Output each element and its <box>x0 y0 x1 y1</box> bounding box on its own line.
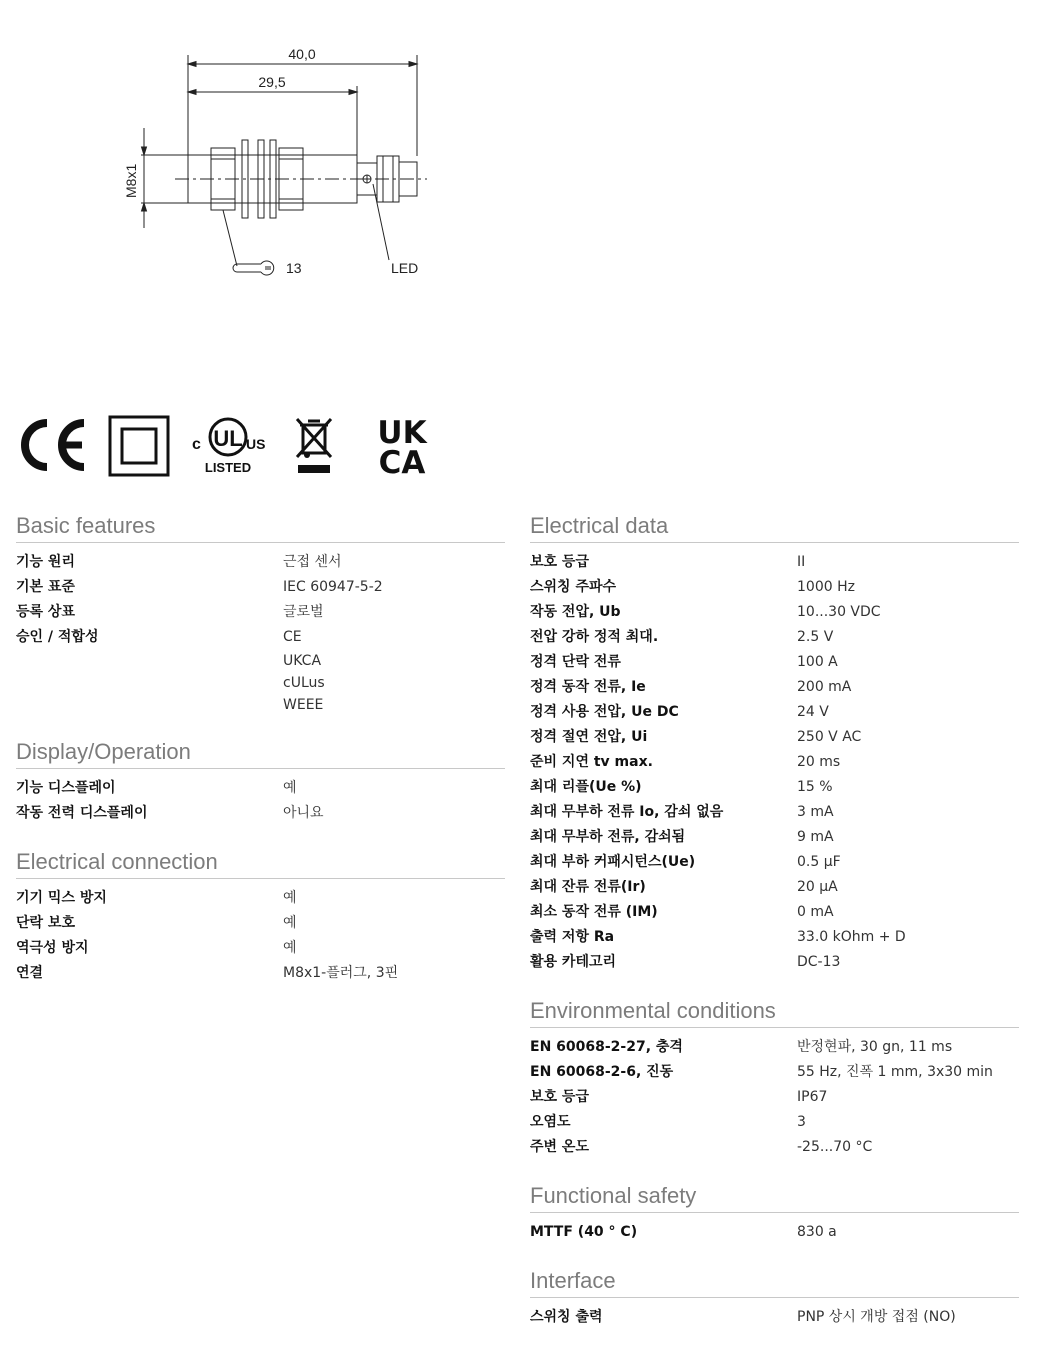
spec-value-line: 0 mA <box>797 904 834 920</box>
spec-value <box>283 550 342 575</box>
svg-text:US: US <box>246 436 266 452</box>
spec-value <box>797 1220 837 1245</box>
svg-text:LISTED: LISTED <box>204 460 252 475</box>
section-basic-features <box>16 512 505 716</box>
spec-value <box>797 625 833 650</box>
spec-value-line: 10...30 VDC <box>797 604 881 620</box>
spec-value <box>797 700 829 725</box>
section-title: Environmental conditions <box>530 997 1019 1028</box>
spec-value <box>283 911 297 936</box>
spec-label: 최대 무부하 전류, 감쇠됨 <box>530 829 686 845</box>
spec-row <box>530 875 1019 900</box>
spec-label: 정격 절연 전압, Ui <box>530 729 648 745</box>
spec-label: 기기 믹스 방지 <box>16 890 107 906</box>
spec-value <box>797 875 838 900</box>
spec-value-line: PNP 상시 개방 접점 (NO) <box>797 1309 956 1325</box>
spec-row <box>16 625 505 716</box>
spec-value <box>797 1305 956 1330</box>
spec-value <box>797 825 834 850</box>
spec-row <box>530 1060 1019 1085</box>
spec-row <box>530 700 1019 725</box>
spec-row <box>530 1135 1019 1160</box>
spec-value <box>797 1135 872 1160</box>
spec-value <box>283 600 324 625</box>
spec-label: 승인 / 적합성 <box>16 629 99 645</box>
section-environmental-conditions <box>530 997 1019 1160</box>
spec-value <box>283 936 297 961</box>
spec-value <box>797 775 833 800</box>
right-spec-column <box>530 512 1019 1352</box>
section-title: Basic features <box>16 512 505 543</box>
spec-label: 작동 전력 디스플레이 <box>16 805 148 821</box>
section-interface <box>530 1267 1019 1330</box>
spec-row <box>16 936 505 961</box>
dim-total-label: 40,0 <box>288 46 316 62</box>
spec-label: 최대 잔류 전류(Ir) <box>530 879 646 895</box>
spec-row <box>530 1110 1019 1135</box>
spec-value-line: 830 a <box>797 1224 837 1240</box>
spec-value-line: 20 µA <box>797 879 838 895</box>
spec-label: 정격 동작 전류, Ie <box>530 679 646 695</box>
spec-value-line: DC-13 <box>797 954 841 970</box>
spec-label: 기본 표준 <box>16 579 75 595</box>
spec-row <box>530 575 1019 600</box>
spec-value <box>797 1035 952 1060</box>
spec-value <box>283 625 325 716</box>
spec-value-line: WEEE <box>283 697 324 713</box>
spec-row <box>530 750 1019 775</box>
spec-row <box>530 950 1019 975</box>
section-title: Functional safety <box>530 1182 1019 1213</box>
spec-row <box>530 1035 1019 1060</box>
spec-value-line: IP67 <box>797 1089 828 1105</box>
spec-label: 최소 동작 전류 (IM) <box>530 904 658 920</box>
spec-row <box>530 775 1019 800</box>
spec-label: 출력 저항 Ra <box>530 929 615 945</box>
section-title: Interface <box>530 1267 1019 1298</box>
spec-value-line: 반정현파, 30 gn, 11 ms <box>797 1039 953 1055</box>
spec-label: 단락 보호 <box>16 915 75 931</box>
svg-text:c: c <box>192 436 201 453</box>
spec-label: 정격 단락 전류 <box>530 654 621 670</box>
spec-value-line: cULus <box>283 675 325 691</box>
spec-value <box>797 600 881 625</box>
spec-value-line: 예 <box>283 890 297 906</box>
section-functional-safety <box>530 1182 1019 1245</box>
spec-value-line: UKCA <box>283 653 322 669</box>
spec-value-line: -25...70 °C <box>797 1139 873 1155</box>
section-display-operation <box>16 738 505 826</box>
spec-label: 최대 부하 커패시턴스(Ue) <box>530 854 696 870</box>
spec-row <box>530 850 1019 875</box>
spec-row <box>530 900 1019 925</box>
spec-value-line: 33.0 kOhm + D <box>797 929 906 945</box>
spec-row <box>530 675 1019 700</box>
spec-value-line: 250 V AC <box>797 729 862 745</box>
spec-label: 스위칭 출력 <box>530 1309 603 1325</box>
spec-label: 기능 원리 <box>16 554 75 570</box>
spec-label: 작동 전압, Ub <box>530 604 621 620</box>
spec-value <box>797 675 851 700</box>
spec-row <box>530 925 1019 950</box>
svg-text:CA: CA <box>378 445 426 477</box>
spec-value <box>797 650 838 675</box>
spec-row <box>530 600 1019 625</box>
dim-thread-label: 29,5 <box>258 74 286 90</box>
led-label: LED <box>391 260 419 276</box>
spec-label: 최대 무부하 전류 Io, 감쇠 없음 <box>530 804 724 820</box>
weee-bin-icon <box>294 413 334 481</box>
spec-label: 등록 상표 <box>16 604 75 620</box>
spec-row <box>530 825 1019 850</box>
svg-text:UL: UL <box>213 426 243 451</box>
spec-label: 활용 카테고리 <box>530 954 617 970</box>
spec-value <box>797 900 834 925</box>
culus-listed-icon <box>190 413 266 481</box>
spec-row <box>530 1305 1019 1330</box>
spec-row <box>16 801 505 826</box>
spec-label: 연결 <box>16 965 44 981</box>
spec-label: MTTF (40 ° C) <box>530 1224 638 1240</box>
left-spec-column <box>16 512 505 1008</box>
spec-label: 전압 강하 정적 최대. <box>530 629 659 645</box>
certification-marks <box>16 413 446 479</box>
spec-value-line: 9 mA <box>797 829 834 845</box>
spec-value-line: 근접 센서 <box>283 554 342 570</box>
spec-value-line: 20 ms <box>797 754 841 770</box>
spec-value <box>797 800 834 825</box>
spec-row <box>530 625 1019 650</box>
spec-value-line: 예 <box>283 780 297 796</box>
section-electrical-connection <box>16 848 505 986</box>
spec-label: 보호 등급 <box>530 1089 589 1105</box>
spec-value-line: M8x1-플러그, 3핀 <box>283 965 399 981</box>
dim-size-label: M8x1 <box>123 163 139 198</box>
section-electrical-data <box>530 512 1019 975</box>
spec-row <box>530 1220 1019 1245</box>
section-title: Electrical data <box>530 512 1019 543</box>
spec-value <box>797 1110 806 1135</box>
spec-value-line: 0.5 µF <box>797 854 841 870</box>
spec-value <box>797 950 840 975</box>
section-title: Electrical connection <box>16 848 505 879</box>
spec-value <box>797 1085 827 1110</box>
spec-value-line: 200 mA <box>797 679 852 695</box>
spec-label: 최대 리플(Ue %) <box>530 779 642 795</box>
spec-value <box>797 925 906 950</box>
spec-value <box>283 575 383 600</box>
spec-value <box>797 1060 993 1085</box>
ce-mark-icon <box>16 413 88 481</box>
spec-label: 기능 디스플레이 <box>16 780 116 796</box>
spec-label: 보호 등급 <box>530 554 589 570</box>
spec-label: 역극성 방지 <box>16 940 89 956</box>
spec-row <box>16 550 505 575</box>
spec-label: EN 60068-2-6, 진동 <box>530 1064 674 1080</box>
spec-value <box>797 750 840 775</box>
spec-value <box>797 550 805 575</box>
spec-value <box>283 801 324 826</box>
spec-row <box>16 600 505 625</box>
spec-value <box>283 886 297 911</box>
section-title: Display/Operation <box>16 738 505 769</box>
spec-row <box>16 886 505 911</box>
spec-row <box>530 725 1019 750</box>
spec-value-line: 15 % <box>797 779 833 795</box>
spec-value-line: IEC 60947-5-2 <box>283 579 383 595</box>
spec-value-line: 24 V <box>797 704 829 720</box>
spec-value-line: CE <box>283 629 302 645</box>
spec-row <box>530 1085 1019 1110</box>
spec-label: EN 60068-2-27, 충격 <box>530 1039 683 1055</box>
spec-value-line: 예 <box>283 940 297 956</box>
sensor-dimension-svg <box>115 38 445 288</box>
spec-value-line: 예 <box>283 915 297 931</box>
spec-value <box>797 575 855 600</box>
spec-value-line: II <box>797 554 806 570</box>
spec-value-line: 100 A <box>797 654 838 670</box>
spec-row <box>16 575 505 600</box>
spec-row <box>530 550 1019 575</box>
spec-label: 주변 온도 <box>530 1139 589 1155</box>
spec-value-line: 55 Hz, 진폭 1 mm, 3x30 min <box>797 1064 993 1080</box>
svg-text:UK: UK <box>377 415 427 451</box>
spec-value <box>797 850 841 875</box>
spec-value-line: 아니요 <box>283 805 324 821</box>
spec-value-line: 3 mA <box>797 804 834 820</box>
spec-value <box>283 961 398 986</box>
spec-row <box>530 800 1019 825</box>
ukca-mark-icon <box>372 413 432 481</box>
spec-label: 스위칭 주파수 <box>530 579 617 595</box>
spec-row <box>16 961 505 986</box>
spec-value-line: 글로벌 <box>283 604 324 620</box>
spec-label: 오염도 <box>530 1114 571 1130</box>
spec-row <box>16 776 505 801</box>
spec-row <box>16 911 505 936</box>
spec-value <box>797 725 861 750</box>
spec-value-line: 1000 Hz <box>797 579 855 595</box>
spec-label: 준비 지연 tv max. <box>530 754 653 770</box>
spec-value <box>283 776 297 801</box>
spec-row <box>530 650 1019 675</box>
wrench-size-label: 13 <box>286 260 302 276</box>
double-insulation-icon <box>108 413 170 481</box>
dimension-drawing <box>115 38 445 288</box>
spec-value-line: 2.5 V <box>797 629 834 645</box>
spec-value-line: 3 <box>797 1114 806 1130</box>
spec-label: 정격 사용 전압, Ue DC <box>530 704 679 720</box>
